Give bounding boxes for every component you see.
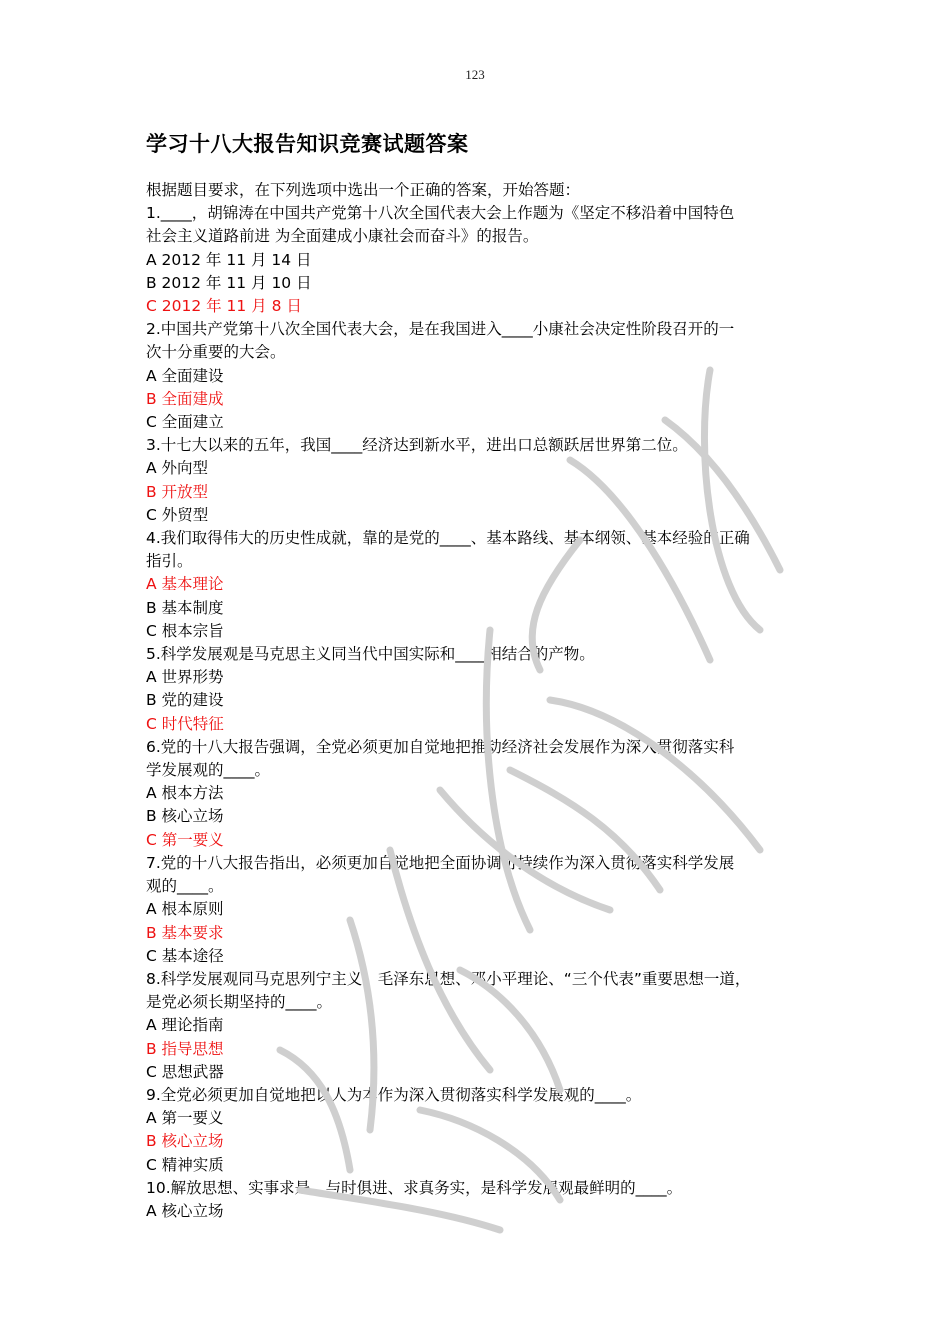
correct-answer-option: C 2012 年 11 月 8 日 xyxy=(146,297,302,316)
question-text: 3.十七大以来的五年，我国____经济达到新水平，进出口总额跃居世界第二位。 xyxy=(146,436,688,455)
question-text: 6.党的十八大报告强调，全党必须更加自觉地把推动经济社会发展作为深入贯彻落实科 xyxy=(146,737,735,756)
answer-option: A 根本原则 xyxy=(146,900,224,919)
answer-option: C 根本宗旨 xyxy=(146,621,224,640)
question-text: 是党必须长期坚持的____。 xyxy=(146,993,333,1012)
question-text: 社会主义道路前进 为全面建成小康社会而奋斗》的报告。 xyxy=(146,227,539,246)
correct-answer-option: B 基本要求 xyxy=(146,923,224,942)
answer-option: C 基本途径 xyxy=(146,946,224,965)
question-text: 5.科学发展观是马克思主义同当代中国实际和____相结合的产物。 xyxy=(146,645,595,664)
answer-option: C 精神实质 xyxy=(146,1155,224,1174)
question-text: 10.解放思想、实事求是、与时俱进、求真务实，是科学发展观最鲜明的____。 xyxy=(146,1178,683,1197)
question-text: 2.中国共产党第十八次全国代表大会，是在我国进入____小康社会决定性阶段召开的一 xyxy=(146,320,735,339)
correct-answer-option: B 指导思想 xyxy=(146,1039,224,1058)
question-text: 9.全党必须更加自觉地把以人为本作为深入贯彻落实科学发展观的____。 xyxy=(146,1085,642,1104)
answer-option: A 外向型 xyxy=(146,459,209,478)
answer-option: A 全面建设 xyxy=(146,366,224,385)
question-text: 7.党的十八大报告指出，必须更加自觉地把全面协调可持续作为深入贯彻落实科学发展 xyxy=(146,853,735,872)
question-text: 次十分重要的大会。 xyxy=(146,343,286,362)
answer-option: B 2012 年 11 月 10 日 xyxy=(146,273,312,292)
answer-option: B 基本制度 xyxy=(146,598,224,617)
question-text: 指引。 xyxy=(146,552,193,571)
answer-option: C 思想武器 xyxy=(146,1062,224,1081)
answer-option: A 核心立场 xyxy=(146,1201,224,1220)
answer-option: B 核心立场 xyxy=(146,807,224,826)
answer-option: A 理论指南 xyxy=(146,1016,224,1035)
answer-option: C 外贸型 xyxy=(146,505,209,524)
question-text: 学发展观的____。 xyxy=(146,761,271,780)
question-text: 1.____，胡锦涛在中国共产党第十八次全国代表大会上作题为《坚定不移沿着中国特色 xyxy=(146,204,735,223)
question-text: 观的____。 xyxy=(146,877,224,896)
correct-answer-option: C 时代特征 xyxy=(146,714,224,733)
answer-option: A 2012 年 11 月 14 日 xyxy=(146,250,312,269)
answer-option: A 世界形势 xyxy=(146,668,224,687)
correct-answer-option: C 第一要义 xyxy=(146,830,224,849)
correct-answer-option: A 基本理论 xyxy=(146,575,224,594)
answer-option: A 根本方法 xyxy=(146,784,224,803)
question-text: 8.科学发展观同马克思列宁主义、毛泽东思想、邓小平理论、“三个代表”重要思想一道， xyxy=(146,969,751,988)
question-text: 4.我们取得伟大的历史性成就，靠的是党的____、基本路线、基本纲领、基本经验的正确 xyxy=(146,529,750,548)
correct-answer-option: B 全面建成 xyxy=(146,389,224,408)
document-title: 学习十八大报告知识竞赛试题答案 xyxy=(146,132,469,156)
page-number: 123 xyxy=(465,67,485,82)
instruction-text: 根据题目要求，在下列选项中选出一个正确的答案，开始答题： xyxy=(146,181,581,199)
quiz-content xyxy=(146,179,826,1223)
answer-option: B 党的建设 xyxy=(146,691,224,710)
answer-option: C 全面建立 xyxy=(146,413,224,432)
correct-answer-option: B 开放型 xyxy=(146,482,209,501)
answer-option: A 第一要义 xyxy=(146,1109,224,1128)
correct-answer-option: B 核心立场 xyxy=(146,1132,224,1151)
